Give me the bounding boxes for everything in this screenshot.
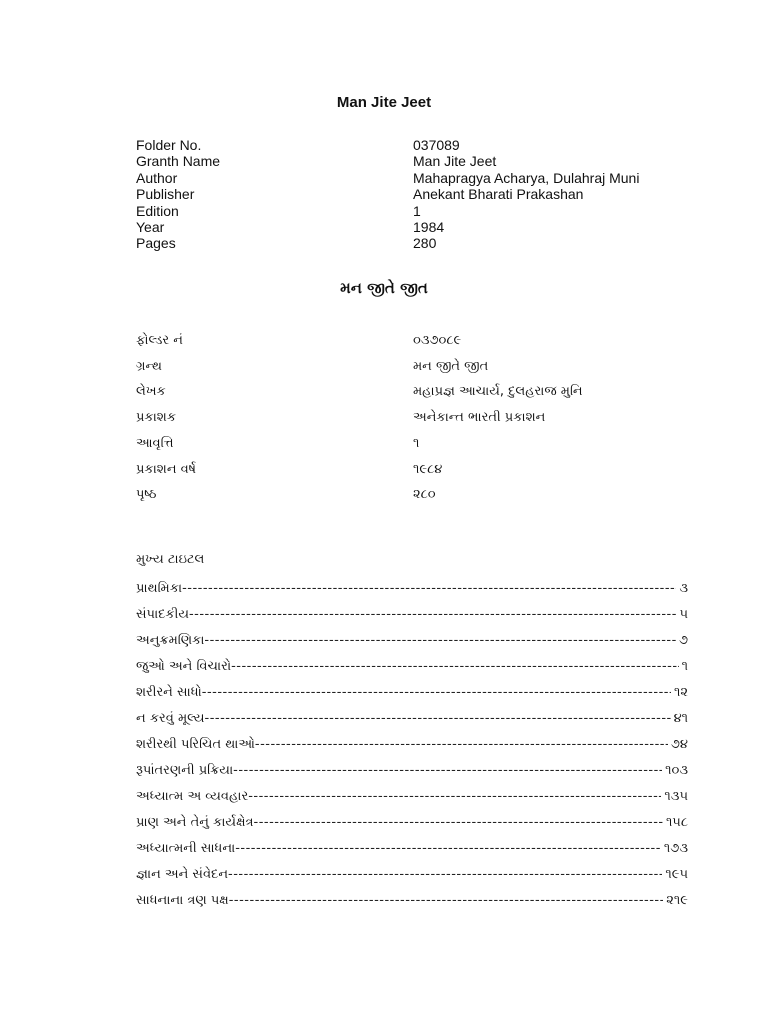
toc-entry <box>136 706 688 732</box>
meta-row-folder <box>136 137 696 153</box>
toc-entry <box>136 888 688 914</box>
meta-row-edition <box>136 203 696 219</box>
toc-leader <box>205 706 671 732</box>
toc-entry <box>136 654 688 680</box>
toc-entry-page: ૭૪ <box>670 737 688 752</box>
toc-entry <box>136 836 688 862</box>
meta-gu-label: ગ્રન્થ <box>136 358 162 374</box>
meta-value: 280 <box>413 235 437 252</box>
toc-leader <box>248 784 661 810</box>
toc-entry <box>136 576 688 602</box>
toc-leader <box>189 602 676 628</box>
toc-leader <box>202 680 671 706</box>
toc-heading: મુખ્ય ટાઇટલ <box>136 552 205 567</box>
meta-gu-value: મહાપ્રજ્ઞ આચાર્ય, દુલહરાજ મુનિ <box>413 384 583 400</box>
toc-entry-title: અનુક્રમણિકા <box>136 633 205 648</box>
table-of-contents <box>136 576 688 914</box>
toc-leader <box>255 732 668 758</box>
toc-entry-title: સંપાદકીય <box>136 607 189 622</box>
meta-label: Publisher <box>136 186 195 203</box>
toc-entry-page: ૩ <box>679 581 688 596</box>
meta-gu-value: ૨૮૦ <box>413 487 436 503</box>
toc-entry-page: ૧૭૩ <box>663 841 688 856</box>
toc-leader <box>254 810 663 836</box>
toc-leader <box>235 836 661 862</box>
meta-gu-row-granth <box>136 354 696 380</box>
meta-row-author <box>136 170 696 186</box>
toc-entry-title: અધ્યાત્મની સાધના <box>136 841 236 856</box>
title-gujarati: મન જીતે જીત <box>340 279 428 297</box>
meta-value: 1 <box>413 202 421 219</box>
toc-leader <box>182 576 676 602</box>
toc-entry-page: ૨૧૯ <box>666 893 688 908</box>
meta-gu-value: મન જીતે જીત <box>413 358 489 374</box>
metadata-gujarati <box>136 328 696 508</box>
toc-entry-page: ૧૩૫ <box>664 789 688 804</box>
meta-gu-label: આવૃત્તિ <box>136 435 174 451</box>
meta-gu-row-edition <box>136 431 696 457</box>
meta-gu-label: ફોલ્ડર નં <box>136 333 183 348</box>
toc-entry <box>136 810 688 836</box>
meta-row-granth <box>136 153 696 169</box>
meta-label: Pages <box>136 235 176 252</box>
toc-entry <box>136 602 688 628</box>
toc-entry-title: જુઓ અને વિચારો <box>136 659 232 674</box>
meta-gu-value: ૧ <box>413 435 420 451</box>
toc-entry-page: ૧૫૮ <box>665 815 688 830</box>
toc-entry-title: અધ્યાત્મ અ વ્યવહાર <box>136 789 249 804</box>
meta-value: 1984 <box>413 219 445 236</box>
meta-gu-row-folder <box>136 328 696 354</box>
toc-leader <box>204 628 676 654</box>
title-english: Man Jite Jeet <box>336 94 432 111</box>
toc-entry-page: ૫ <box>679 607 688 622</box>
toc-entry-page: ૧૦૩ <box>665 763 688 778</box>
meta-value: 037089 <box>413 137 460 153</box>
meta-row-year <box>136 219 696 235</box>
meta-gu-row-publisher <box>136 405 696 431</box>
toc-leader <box>231 654 679 680</box>
toc-entry-title: સાધનાના ત્રણ પક્ષ <box>136 893 229 908</box>
toc-entry <box>136 680 688 706</box>
toc-entry-page: ૧ <box>681 659 688 674</box>
meta-gu-row-year <box>136 457 696 483</box>
metadata-english <box>136 137 696 252</box>
toc-entry-title: જ્ઞાન અને સંવેદન <box>136 867 229 882</box>
meta-label: Folder No. <box>136 137 202 153</box>
meta-row-publisher <box>136 186 696 202</box>
meta-value: Man Jite Jeet <box>413 153 497 170</box>
toc-entry-title: ન કરવું મૂલ્ય <box>136 711 205 726</box>
toc-entry <box>136 758 688 784</box>
toc-entry-title: શરીરથી પરિચિત થાઓ <box>136 737 255 752</box>
meta-label: Year <box>136 219 165 236</box>
toc-entry-page: ૪૧ <box>673 711 688 726</box>
toc-entry-title: શરીરને સાધો <box>136 685 202 700</box>
toc-leader <box>229 888 664 914</box>
meta-gu-value: ૦૩૭૦૮૯ <box>413 333 462 348</box>
meta-gu-label: પ્રકાશક <box>136 410 177 426</box>
meta-gu-label: પૃષ્ઠ <box>136 487 157 503</box>
meta-gu-label: લેખક <box>136 384 166 400</box>
toc-leader <box>233 758 662 784</box>
toc-entry-page: ૧૨ <box>673 685 688 700</box>
toc-entry <box>136 784 688 810</box>
meta-label: Granth Name <box>136 153 221 170</box>
toc-entry-title: રૂપાંતરણની પ્રક્રિયા <box>136 763 234 778</box>
toc-leader <box>228 862 662 888</box>
meta-value: Anekant Bharati Prakashan <box>413 186 584 203</box>
toc-entry-page: ૭ <box>678 633 688 648</box>
meta-gu-value: ૧૯૮૪ <box>413 461 443 477</box>
toc-entry <box>136 628 688 654</box>
toc-entry-page: ૧૯૫ <box>665 867 688 882</box>
meta-label: Author <box>136 169 178 186</box>
meta-gu-row-pages <box>136 482 696 508</box>
meta-row-pages <box>136 235 696 251</box>
meta-value: Mahapragya Acharya, Dulahraj Muni <box>413 169 640 186</box>
toc-entry-title: પ્રાણ અને તેનું કાર્યક્ષેત્ર <box>136 815 254 830</box>
toc-entry <box>136 862 688 888</box>
meta-gu-value: અનેકાન્ત ભારતી પ્રકાશન <box>413 410 546 426</box>
meta-label: Edition <box>136 202 179 219</box>
toc-entry <box>136 732 688 758</box>
meta-gu-label: પ્રકાશન વર્ષ <box>136 461 197 477</box>
toc-entry-title: પ્રાથમિકા <box>136 581 183 596</box>
meta-gu-row-author <box>136 379 696 405</box>
